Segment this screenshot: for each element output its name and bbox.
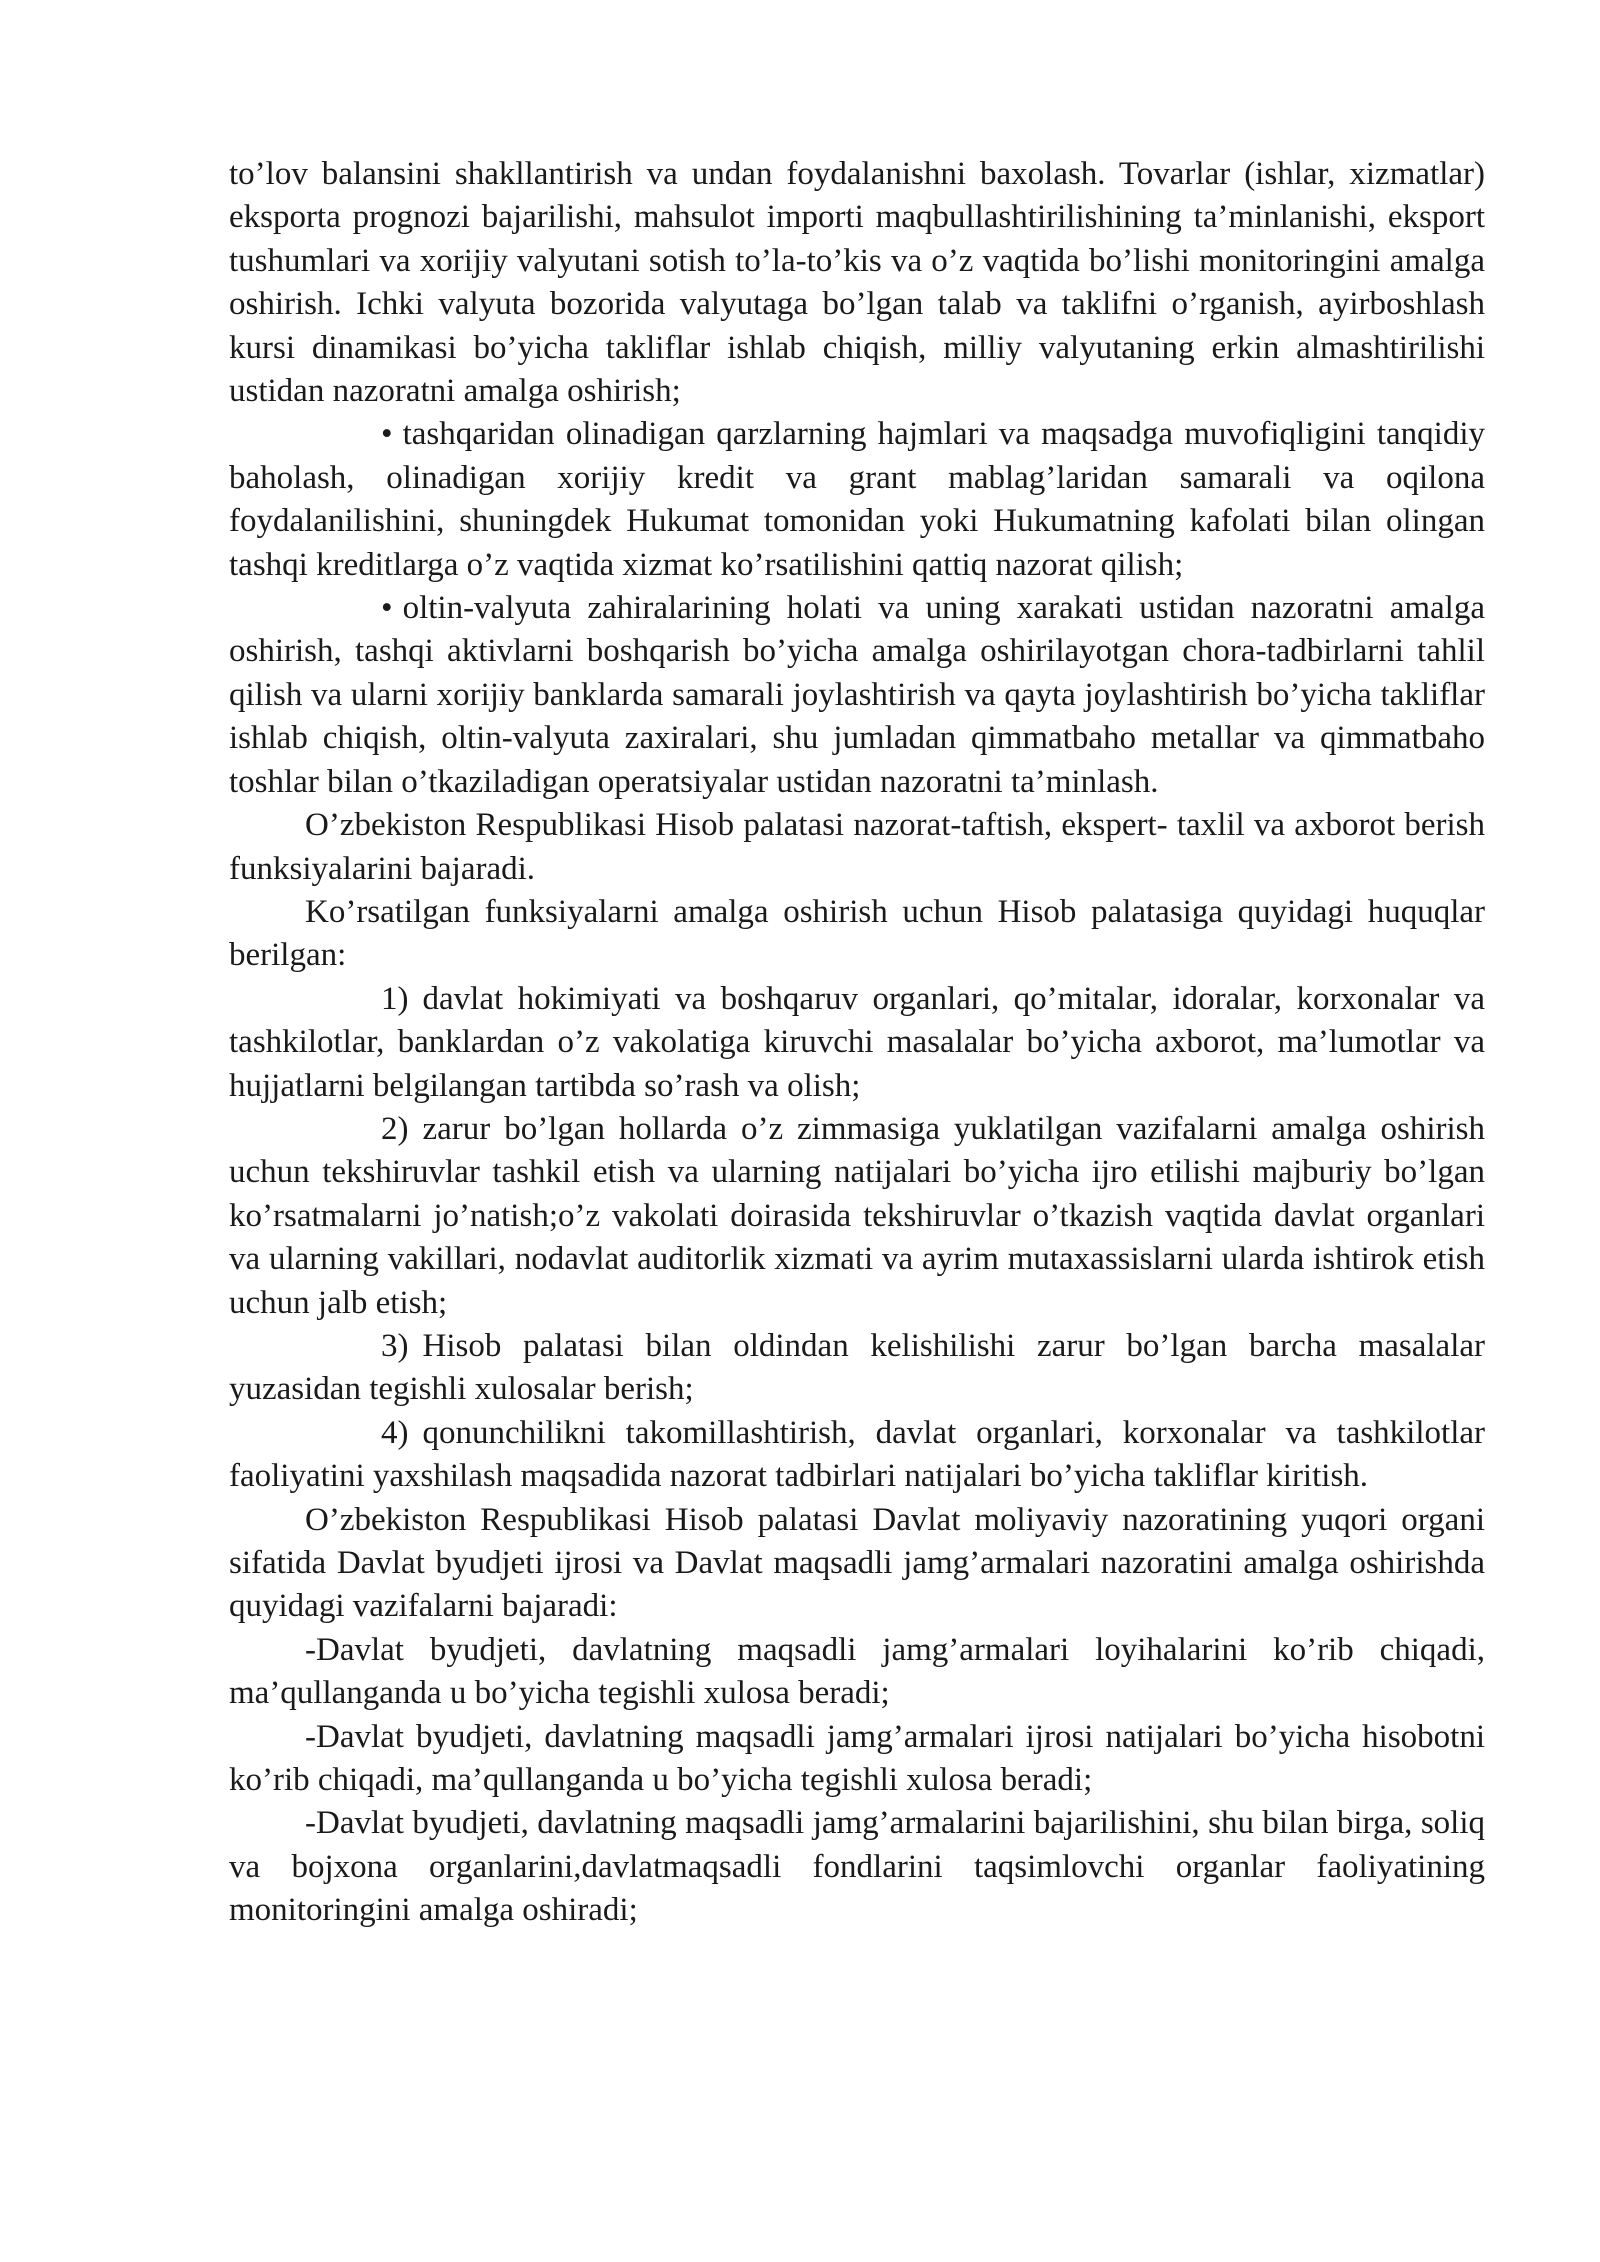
- paragraph: [229, 1499, 1485, 1629]
- paragraph-text: -Davlat byudjeti, davlatning maqsadli jamg’armalari ijrosi natijalari bo’yicha hisobotni ko’rib chiqadi, ma’qullanganda u bo’yicha tegishli xulosa beradi;: [229, 1718, 1485, 1799]
- paragraph: [229, 891, 1485, 978]
- numbered-item: [229, 1412, 1485, 1499]
- paragraph: [229, 804, 1485, 891]
- bullet-item: [229, 587, 1485, 804]
- list-text: zarur bo’lgan hollarda o’z zimmasiga yuklatilgan vazifalarni amalga oshirish uchun tekshiruvlar tashkil etish va ularning natijalari bo’yicha ijro etilishi majburiy bo’lgan ko’rsatmalarni jo’natish;o’z vakolati doirasida tekshiruvlar o’tkazish vaqtida davlat organlari va ularning vakillari, nodavlat auditorlik xizmati va ayrim mutaxassislarni ularda ishtirok etish uchun jalb etish;: [229, 1110, 1485, 1321]
- list-number: 2): [381, 1110, 409, 1147]
- bullet-text: oltin-valyuta zahiralarining holati va uning xarakati ustidan nazoratni amalga oshirish, tashqi aktivlarni boshqarish bo’yicha amalga oshirilayotgan chora-tadbirlarni tahlil qilish va ularni xorijiy banklarda samarali joylashtirish va qayta joylashtirish bo’yicha takliflar ishlab chiqish, oltin-valyuta zaxiralari, shu jumladan qimmatbaho metallar va qimmatbaho toshlar bilan o’tkaziladigan operatsiyalar ustidan nazoratni ta’minlash.: [229, 590, 1485, 800]
- paragraph-text: Ko’rsatilgan funksiyalarni amalga oshirish uchun Hisob palatasiga quyidagi huquqlar berilgan:: [229, 893, 1485, 974]
- paragraph-text: -Davlat byudjeti, davlatning maqsadli jamg’armalari loyihalarini ko’rib chiqadi, ma’qullanganda u bo’yicha tegishli xulosa beradi;: [229, 1631, 1485, 1712]
- paragraph: [229, 1716, 1485, 1803]
- numbered-item: [229, 1108, 1485, 1325]
- numbered-item: [229, 978, 1485, 1108]
- paragraph-text: O’zbekiston Respublikasi Hisob palatasi Davlat moliyaviy nazoratining yuqori organi sifatida Davlat byudjeti ijrosi va Davlat maqsadli jamg’armalari nazoratini amalga oshirishda quyidagi vazifalarni bajaradi:: [229, 1501, 1485, 1625]
- document-page: [229, 153, 1485, 1933]
- paragraph-text: to’lov balansini shakllantirish va undan foydalanishni baxolash. Tovarlar (ishlar, xizmatlar) eksporta prognozi bajarilishi, mahsulot importi maqbullashtirilishining ta’minlanishi, eksport tushumlari va xorijiy valyutani sotish to’la-to’kis va o’z vaqtida bo’lishi monitoringini amalga oshirish. Ichki valyuta bozorida valyutaga bo’lgan talab va taklifni o’rganish, ayirboshlash kursi dinamikasi bo’yicha takliflar ishlab chiqish, milliy valyutaning erkin almashtirilishi ustidan nazoratni amalga oshirish;: [229, 156, 1485, 410]
- list-text: Hisob palatasi bilan oldindan kelishilishi zarur bo’lgan barcha masalalar yuzasidan tegishli xulosalar berish;: [229, 1327, 1485, 1408]
- bullet-icon: •: [381, 590, 393, 627]
- numbered-item: [229, 1325, 1485, 1412]
- list-number: 3): [381, 1327, 409, 1364]
- bullet-icon: •: [381, 416, 393, 453]
- paragraph-text: -Davlat byudjeti, davlatning maqsadli jamg’armalarini bajarilishini, shu bilan birga, soliq va bojxona organlarini,davlatmaqsadli fondlarini taqsimlovchi organlar faoliyatining monitoringini amalga oshiradi;: [229, 1805, 1485, 1929]
- paragraph-continuation: [229, 153, 1485, 413]
- list-number: 1): [381, 980, 409, 1017]
- paragraph: [229, 1802, 1485, 1932]
- list-number: 4): [381, 1414, 409, 1451]
- bullet-text: tashqaridan olinadigan qarzlarning hajmlari va maqsadga muvofiqligini tanqidiy baholash, olinadigan xorijiy kredit va grant mablag’laridan samarali va oqilona foydalanilishini, shuningdek Hukumat tomonidan yoki Hukumatning kafolati bilan olingan tashqi kreditlarga o’z vaqtida xizmat ko’rsatilishini qattiq nazorat qilish;: [229, 416, 1485, 583]
- bullet-item: [229, 413, 1485, 587]
- list-text: davlat hokimiyati va boshqaruv organlari, qo’mitalar, idoralar, korxonalar va tashkilotlar, banklardan o’z vakolatiga kiruvchi masalalar bo’yicha axborot, ma’lumotlar va hujjatlarni belgilangan tartibda so’rash va olish;: [229, 980, 1485, 1104]
- paragraph-text: O’zbekiston Respublikasi Hisob palatasi nazorat-taftish, ekspert- taxlil va axborot berish funksiyalarini bajaradi.: [229, 807, 1485, 887]
- paragraph: [229, 1629, 1485, 1716]
- list-text: qonunchilikni takomillashtirish, davlat organlari, korxonalar va tashkilotlar faoliyatini yaxshilash maqsadida nazorat tadbirlari natijalari bo’yicha takliflar kiritish.: [229, 1414, 1485, 1495]
